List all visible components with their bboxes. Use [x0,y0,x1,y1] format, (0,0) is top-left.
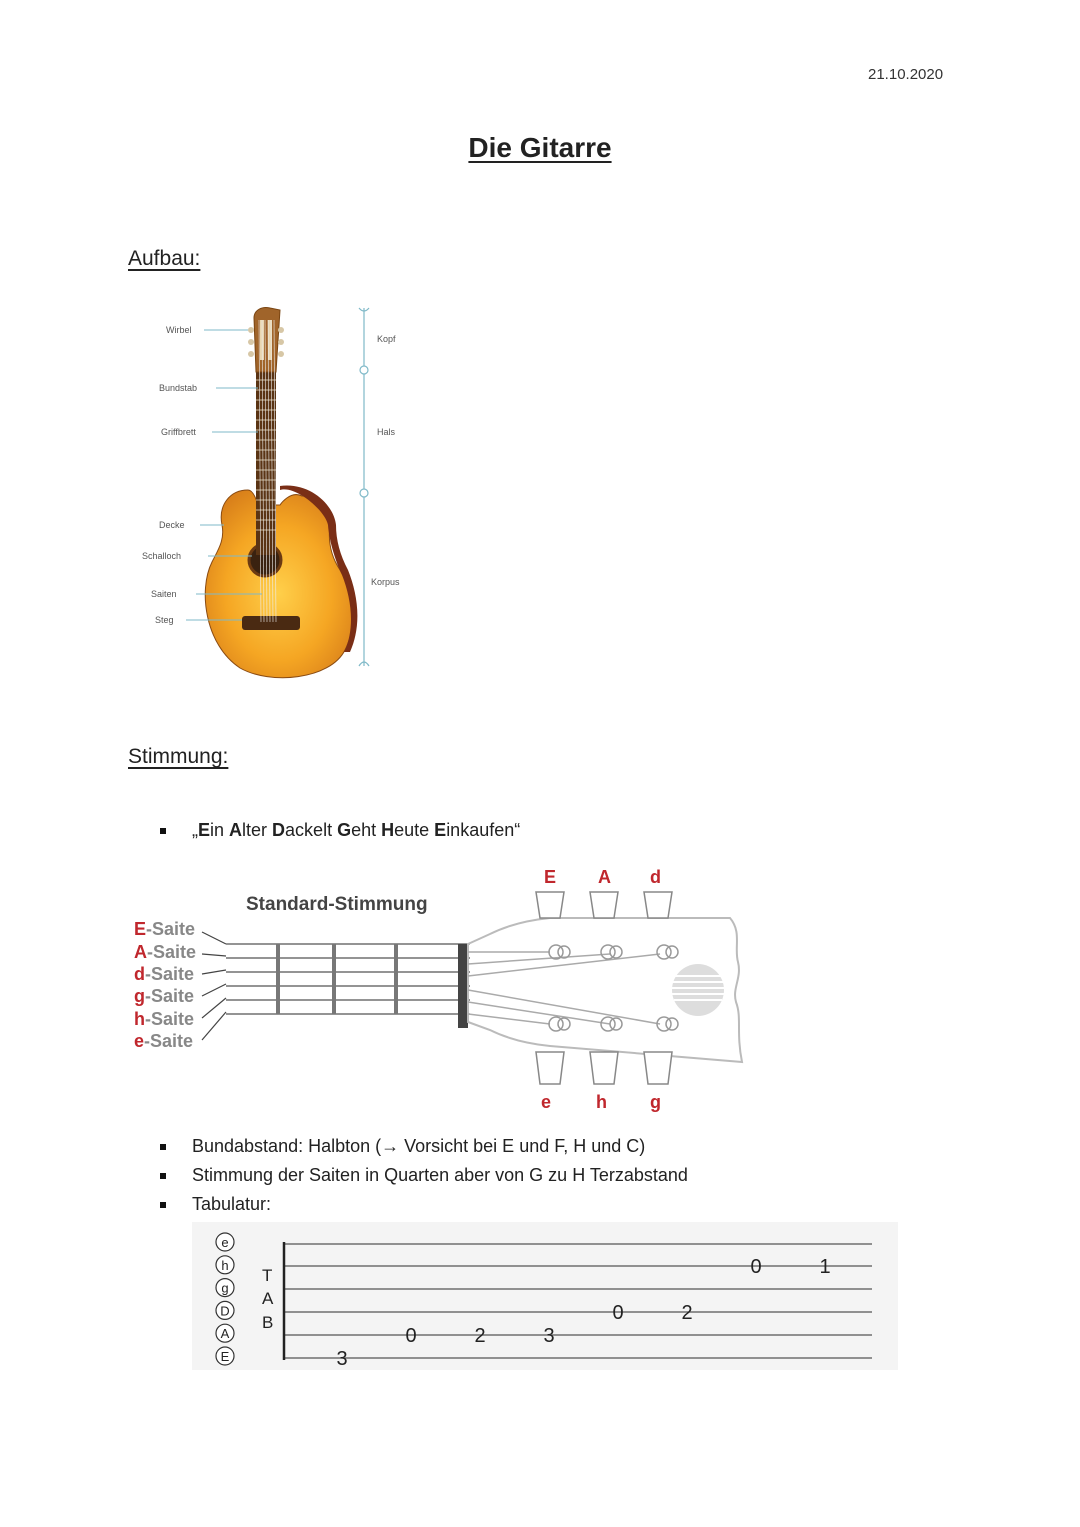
standard-tuning-diagram [130,862,750,1112]
tab-string-name-g [216,1279,234,1297]
tab-note: 2 [474,1325,486,1347]
headstock [254,307,280,372]
tab-note: 0 [405,1325,417,1347]
label-bundstab: Bundstab [159,383,198,393]
svg-text:A: A [220,1326,230,1342]
label-korpus: Korpus [371,577,400,587]
headstock-logo [672,964,724,1016]
tab-note: 0 [750,1256,762,1278]
svg-text:D: D [220,1303,230,1319]
svg-text:e: e [221,1235,229,1250]
label-griffbrett: Griffbrett [161,427,196,437]
label-wirbel: Wirbel [166,325,192,335]
bullet-marker [160,1173,166,1179]
tab-note: 0 [612,1302,624,1324]
tablature [192,1222,898,1370]
bullet-text: Tabulatur: [192,1194,272,1214]
tab-note: 1 [819,1256,831,1278]
section-heading-stimmung: Stimmung: [128,745,229,768]
string-label-g: g-Saite [134,986,195,1006]
label-decke: Decke [159,520,185,530]
string-label-d: d-Saite [134,964,195,984]
section-heading-aufbau: Aufbau: [128,247,201,270]
tab-string-name-E [216,1347,234,1365]
tab-letter-a: A [262,1289,274,1308]
label-schalloch: Schalloch [142,551,182,561]
peg-label-h: h [596,1092,607,1112]
peg-label-e-low: e [541,1092,552,1112]
tab-string-name-D [216,1301,234,1319]
bullet-bundabstand [160,1136,645,1157]
tab-string-name-e [216,1233,234,1251]
page-title: Die Gitarre [468,132,612,163]
string-label-e: e-Saite [134,1031,194,1051]
bullet-marker [160,828,166,834]
tab-letter-t: T [262,1266,273,1285]
mnemonic-text: „Ein Alter Dackelt Geht Heute Einkaufen“ [192,820,521,840]
tab-string-name-h [216,1256,234,1274]
mnemonic-bullet [160,820,520,841]
bullet-marker [160,1144,166,1150]
tab-note: 3 [336,1348,348,1370]
peg-label-d: d [650,867,661,887]
bullet-stimmung-quarten [160,1165,688,1186]
peg-label-E: E [544,867,557,887]
tab-note: 3 [543,1325,555,1347]
label-hals: Hals [377,427,396,437]
bullet-text: Stimmung der Saiten in Quarten aber von G zu H Terzabstand [192,1165,688,1185]
string-label-E: E-Saite [134,919,196,939]
tab-letter-b: B [262,1313,274,1332]
peg-label-g: g [650,1092,661,1112]
string-label-A: A-Saite [134,942,197,962]
label-steg: Steg [155,615,174,625]
bullet-text: Bundabstand: Halbton (→ Vorsicht bei E und F, H und C) [192,1136,646,1156]
guitar-diagram [130,300,430,680]
bridge [242,616,300,630]
svg-text:h: h [221,1257,229,1273]
peg-label-A: A [598,867,611,887]
svg-text:E: E [220,1349,230,1364]
string-label-h: h-Saite [134,1009,195,1029]
bullet-tabulatur [160,1194,271,1215]
tuning-title: Standard-Stimmung [246,894,428,915]
tab-string-name-A [216,1324,234,1342]
date: 21.10.2020 [868,66,944,83]
bullet-marker [160,1202,166,1208]
label-saiten: Saiten [151,589,177,599]
svg-text:g: g [221,1280,229,1296]
tab-note: 2 [681,1302,693,1324]
label-kopf: Kopf [377,334,396,344]
